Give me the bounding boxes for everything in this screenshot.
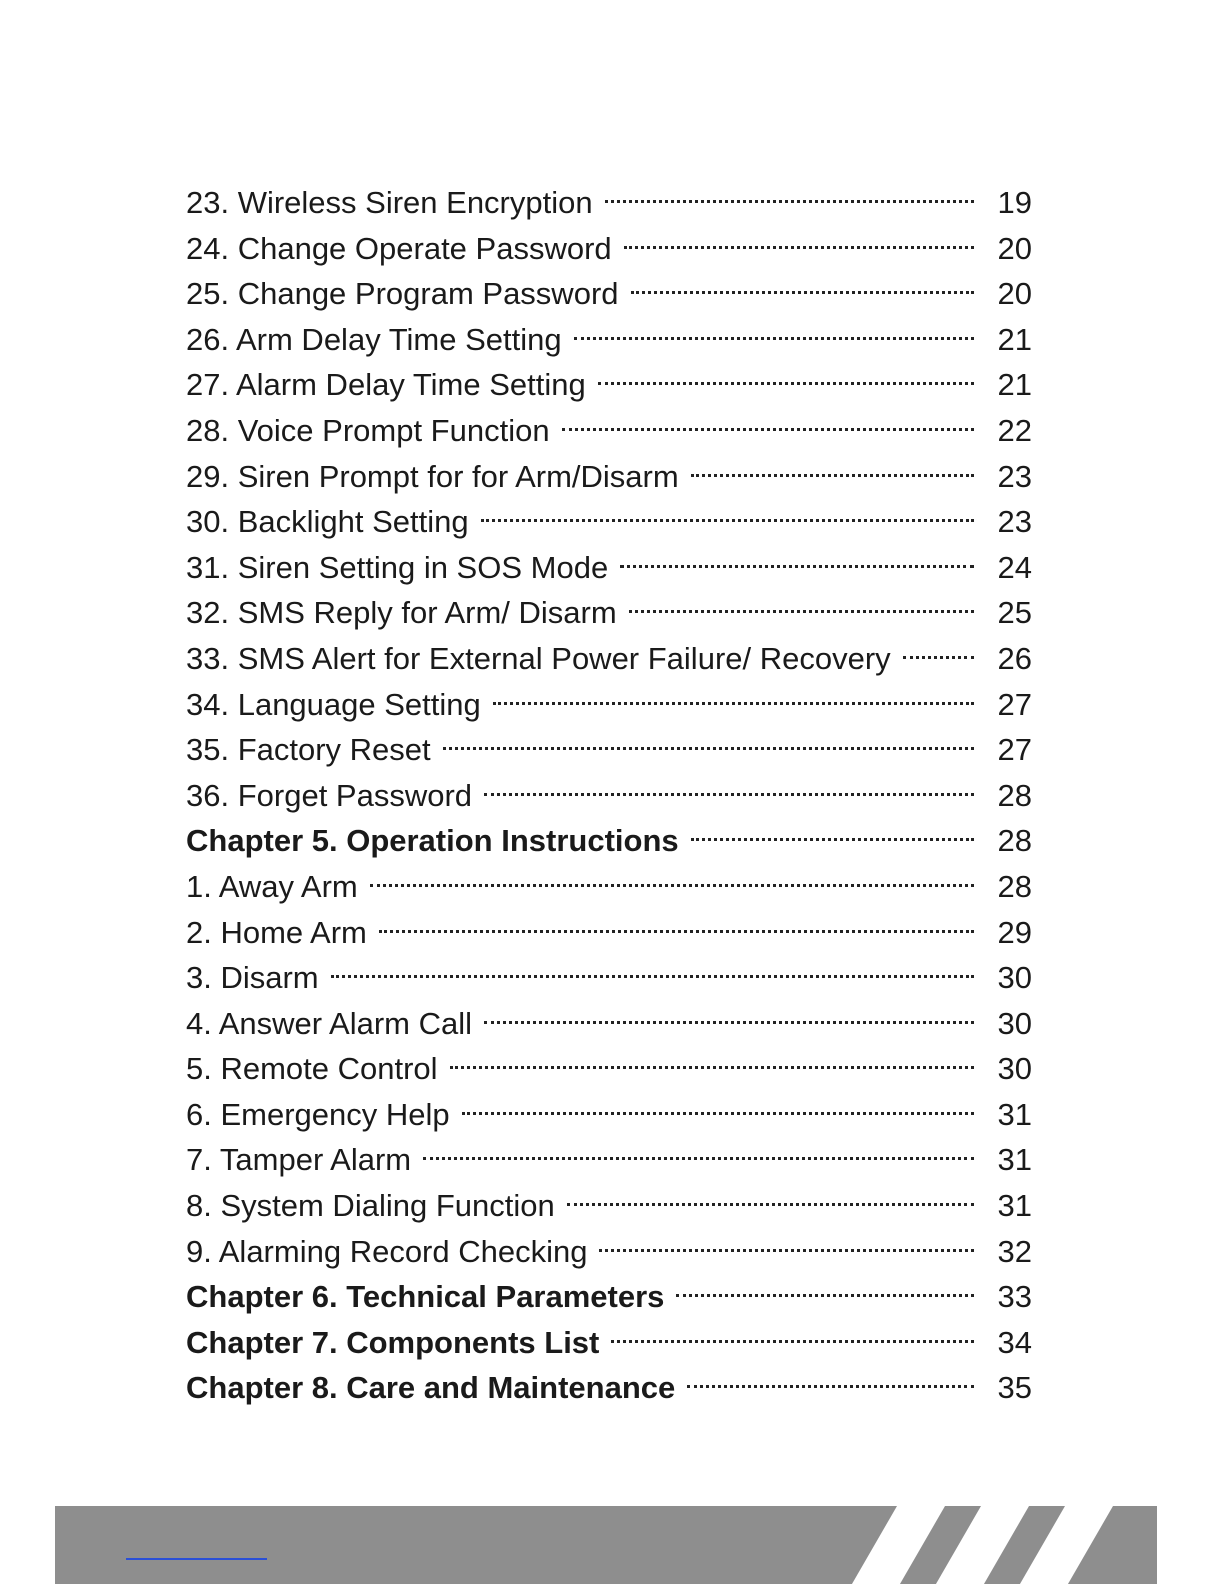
toc-page-number: 28 (997, 868, 1032, 904)
toc-page-number: 31 (997, 1142, 1032, 1178)
toc-entry-label: 33. SMS Alert for External Power Failure/ Recovery (186, 640, 891, 676)
toc-entry-label: 27. Alarm Delay Time Setting (186, 367, 586, 403)
toc-row[interactable] (186, 1046, 1032, 1092)
toc-entry-label: 36. Forget Password (186, 777, 473, 813)
toc-entry-label: 29. Siren Prompt for for Arm/Disarm (186, 458, 679, 494)
toc-row[interactable] (186, 1137, 1032, 1183)
toc-dot-leader (611, 1340, 974, 1343)
toc-entry-label: 35. Factory Reset (186, 732, 431, 768)
toc-row[interactable] (186, 271, 1032, 317)
toc-dot-leader (624, 246, 974, 249)
toc-chapter-row[interactable] (186, 1320, 1032, 1366)
toc-page-number: 22 (997, 412, 1032, 448)
toc-dot-leader (481, 519, 974, 522)
toc-entry-label: 8. System Dialing Function (186, 1188, 555, 1224)
toc-entry-label: 23. Wireless Siren Encryption (186, 185, 593, 220)
toc-chapter-row[interactable] (186, 1274, 1032, 1320)
toc-dot-leader (676, 1294, 974, 1297)
toc-page-number: 26 (997, 640, 1032, 676)
toc-entry-label: 26. Arm Delay Time Setting (186, 321, 562, 357)
toc-page-number: 27 (997, 686, 1032, 722)
toc-entry-label: 34. Language Setting (186, 686, 481, 722)
toc-dot-leader (493, 702, 974, 705)
toc-entry-label: Chapter 6. Technical Parameters (186, 1279, 665, 1315)
toc-row[interactable] (186, 955, 1032, 1001)
toc-entry-label: 30. Backlight Setting (186, 504, 469, 540)
toc-entry-label: Chapter 8. Care and Maintenance (186, 1370, 676, 1406)
toc-entry-label: 5. Remote Control (186, 1051, 438, 1087)
table-of-contents (186, 180, 1032, 1411)
toc-page-number: 32 (997, 1233, 1032, 1269)
toc-row[interactable] (186, 1092, 1032, 1138)
toc-page-number: 21 (997, 321, 1032, 357)
toc-dot-leader (443, 747, 974, 750)
toc-page-number: 24 (997, 549, 1032, 585)
toc-dot-leader (484, 793, 974, 796)
toc-page-number: 23 (997, 458, 1032, 494)
toc-row[interactable] (186, 864, 1032, 910)
toc-dot-leader (370, 884, 974, 887)
toc-entry-label: 1. Away Arm (186, 868, 358, 904)
toc-dot-leader (691, 838, 974, 841)
toc-row[interactable] (186, 1001, 1032, 1047)
toc-row[interactable] (186, 1183, 1032, 1229)
toc-dot-leader (629, 610, 974, 613)
toc-dot-leader (562, 428, 974, 431)
toc-page-number: 30 (997, 1005, 1032, 1041)
toc-row[interactable] (186, 636, 1032, 682)
toc-page-number: 21 (997, 367, 1032, 403)
toc-entry-label: 28. Voice Prompt Function (186, 412, 550, 448)
toc-entry-label: 6. Emergency Help (186, 1096, 450, 1132)
toc-dot-leader (567, 1203, 974, 1206)
footer-link-underline[interactable] (126, 1558, 267, 1560)
toc-dot-leader (598, 382, 974, 385)
toc-page-number: 31 (997, 1188, 1032, 1224)
toc-page-number: 35 (997, 1370, 1032, 1406)
toc-dot-leader (331, 975, 974, 978)
toc-page-number: 27 (997, 732, 1032, 768)
toc-dot-leader (599, 1249, 974, 1252)
toc-dot-leader (691, 474, 974, 477)
toc-dot-leader (687, 1385, 974, 1388)
toc-dot-leader (620, 565, 974, 568)
toc-page-number: 30 (997, 960, 1032, 996)
toc-row[interactable] (186, 362, 1032, 408)
toc-page-number: 19 (997, 185, 1032, 220)
toc-page-number: 33 (997, 1279, 1032, 1315)
toc-chapter-row[interactable] (186, 818, 1032, 864)
toc-entry-label: 3. Disarm (186, 960, 319, 996)
toc-row[interactable] (186, 226, 1032, 272)
toc-dot-leader (903, 656, 974, 659)
footer-stripe (839, 1506, 945, 1584)
toc-entry-label: 9. Alarming Record Checking (186, 1233, 588, 1269)
toc-row[interactable] (186, 682, 1032, 728)
toc-row[interactable] (186, 408, 1032, 454)
toc-chapter-row[interactable] (186, 1365, 1032, 1411)
toc-entry-label: 32. SMS Reply for Arm/ Disarm (186, 595, 617, 631)
toc-page-number: 28 (997, 777, 1032, 813)
toc-row[interactable] (186, 180, 1032, 226)
toc-page-number: 30 (997, 1051, 1032, 1087)
footer-stripe (923, 1506, 1029, 1584)
toc-row[interactable] (186, 910, 1032, 956)
toc-row[interactable] (186, 727, 1032, 773)
toc-dot-leader (574, 337, 974, 340)
toc-page-number: 25 (997, 595, 1032, 631)
toc-dot-leader (379, 930, 974, 933)
toc-row[interactable] (186, 499, 1032, 545)
toc-dot-leader (450, 1066, 974, 1069)
toc-entry-label: 2. Home Arm (186, 914, 367, 950)
footer-band (55, 1506, 1157, 1584)
toc-page-number: 29 (997, 914, 1032, 950)
toc-dot-leader (631, 291, 974, 294)
toc-entry-label: 24. Change Operate Password (186, 230, 612, 266)
toc-entry-label: 31. Siren Setting in SOS Mode (186, 549, 609, 585)
toc-page-number: 23 (997, 504, 1032, 540)
toc-row[interactable] (186, 545, 1032, 591)
toc-entry-label: 7. Tamper Alarm (186, 1142, 412, 1178)
toc-page-number: 20 (997, 230, 1032, 266)
toc-row[interactable] (186, 454, 1032, 500)
toc-entry-label: 25. Change Program Password (186, 276, 619, 312)
toc-row[interactable] (186, 1229, 1032, 1275)
toc-dot-leader (423, 1157, 974, 1160)
toc-row[interactable] (186, 590, 1032, 636)
toc-entry-label: 4. Answer Alarm Call (186, 1005, 472, 1041)
toc-page-number: 31 (997, 1096, 1032, 1132)
toc-page-number: 34 (997, 1324, 1032, 1360)
toc-dot-leader (605, 200, 974, 203)
toc-page-number: 20 (997, 276, 1032, 312)
toc-entry-label: Chapter 5. Operation Instructions (186, 823, 679, 859)
toc-dot-leader (484, 1021, 974, 1024)
toc-row[interactable] (186, 317, 1032, 363)
footer-stripe (1007, 1506, 1113, 1584)
toc-dot-leader (462, 1112, 974, 1115)
toc-row[interactable] (186, 773, 1032, 819)
toc-entry-label: Chapter 7. Components List (186, 1324, 600, 1360)
toc-page-number: 28 (997, 823, 1032, 859)
